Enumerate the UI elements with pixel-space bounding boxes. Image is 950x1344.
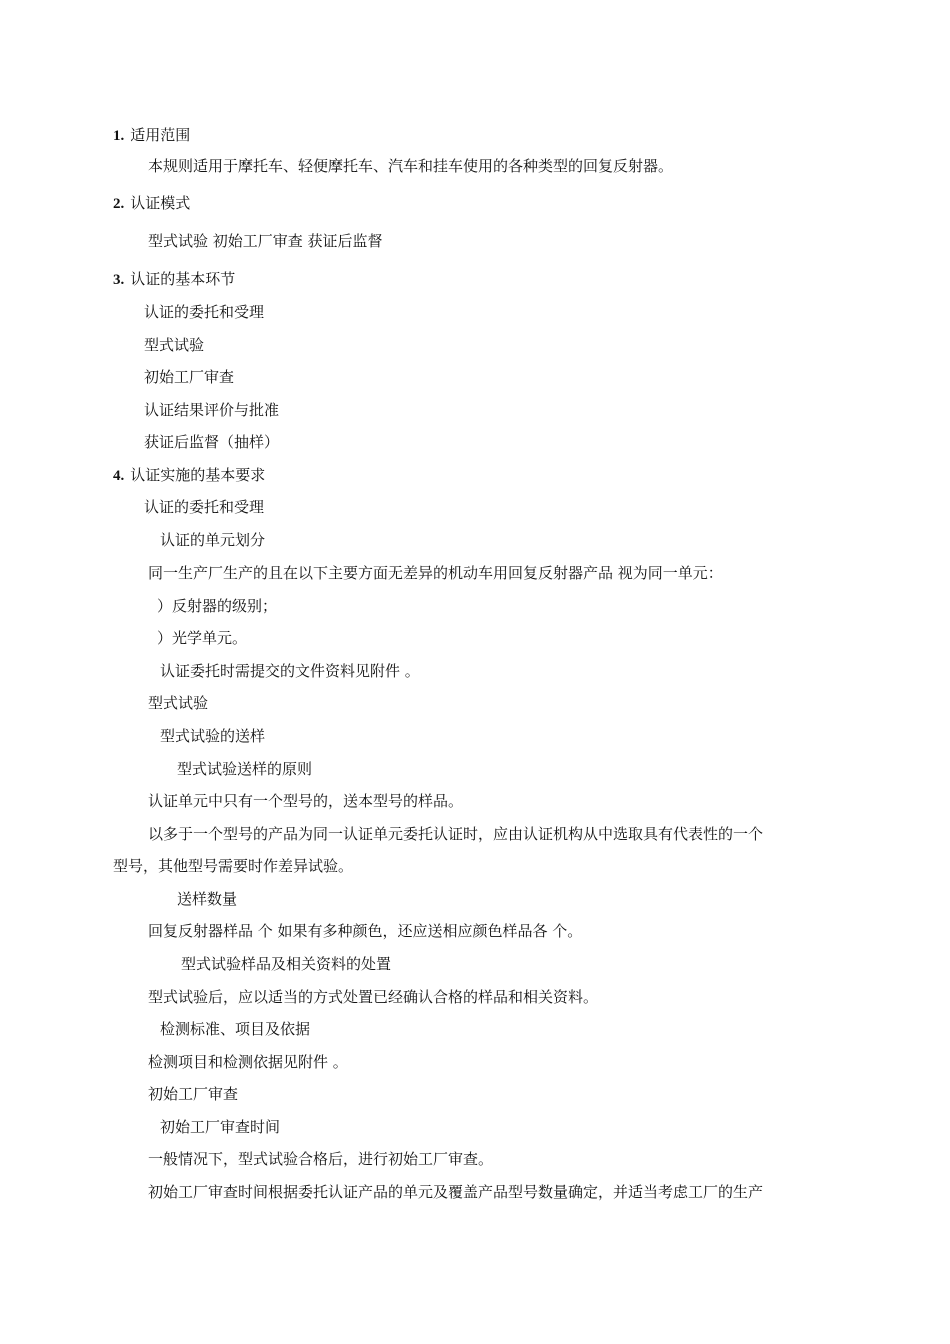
section-title: 认证实施的基本要求	[130, 466, 266, 484]
section-title: 适用范围	[130, 126, 191, 144]
subheading: 型式试验	[148, 694, 209, 712]
section-3-heading	[113, 269, 235, 290]
section-number: 2.	[113, 196, 125, 212]
paragraph: 检测项目和检测依据见附件 。	[148, 1053, 348, 1071]
paragraph: 同一生产厂生产的且在以下主要方面无差异的机动车用回复反射器产品 视为同一单元：	[148, 564, 723, 582]
list-item: 认证的委托和受理	[144, 303, 265, 321]
section-number: 1.	[113, 128, 125, 144]
paragraph: 以多于一个型号的产品为同一认证单元委托认证时，应由认证机构从中选取具有代表性的一个	[148, 825, 764, 843]
list-item: ）反射器的级别；	[157, 597, 278, 615]
subheading: 送样数量	[177, 890, 238, 908]
section-2-heading	[113, 193, 190, 214]
paragraph: 一般情况下，型式试验合格后，进行初始工厂审查。	[148, 1150, 494, 1168]
subheading: 初始工厂审查时间	[160, 1118, 281, 1136]
paragraph: 型号，其他型号需要时作差异试验。	[113, 857, 354, 875]
paragraph: 型式试验后，应以适当的方式处置已经确认合格的样品和相关资料。	[148, 988, 599, 1006]
paragraph: 认证委托时需提交的文件资料见附件 。	[160, 662, 420, 680]
section-title: 认证的基本环节	[130, 270, 236, 288]
list-item: ）光学单元。	[157, 629, 248, 647]
subheading: 初始工厂审查	[148, 1085, 239, 1103]
section-title: 认证模式	[130, 194, 191, 212]
list-item: 认证结果评价与批准	[144, 401, 280, 419]
list-item: 初始工厂审查	[144, 368, 235, 386]
subheading: 认证的单元划分	[160, 531, 266, 549]
section-4-heading	[113, 465, 265, 486]
subheading: 认证的委托和受理	[144, 498, 265, 516]
paragraph: 认证单元中只有一个型号的，送本型号的样品。	[148, 792, 464, 810]
list-item: 获证后监督（抽样）	[144, 433, 280, 451]
paragraph: 本规则适用于摩托车、轻便摩托车、汽车和挂车使用的各种类型的回复反射器。	[148, 157, 674, 175]
paragraph: 初始工厂审查时间根据委托认证产品的单元及覆盖产品型号数量确定，并适当考虑工厂的生产	[148, 1183, 764, 1201]
paragraph: 型式试验 初始工厂审查 获证后监督	[148, 232, 383, 250]
subheading: 检测标准、项目及依据	[160, 1020, 311, 1038]
subheading: 型式试验送样的原则	[177, 760, 313, 778]
subheading: 型式试验样品及相关资料的处置	[181, 955, 392, 973]
list-item: 型式试验	[144, 336, 205, 354]
subheading: 型式试验的送样	[160, 727, 266, 745]
section-1-heading	[113, 125, 190, 146]
section-number: 4.	[113, 468, 125, 484]
paragraph: 回复反射器样品 个 如果有多种颜色，还应送相应颜色样品各 个。	[148, 922, 583, 940]
section-number: 3.	[113, 272, 125, 288]
